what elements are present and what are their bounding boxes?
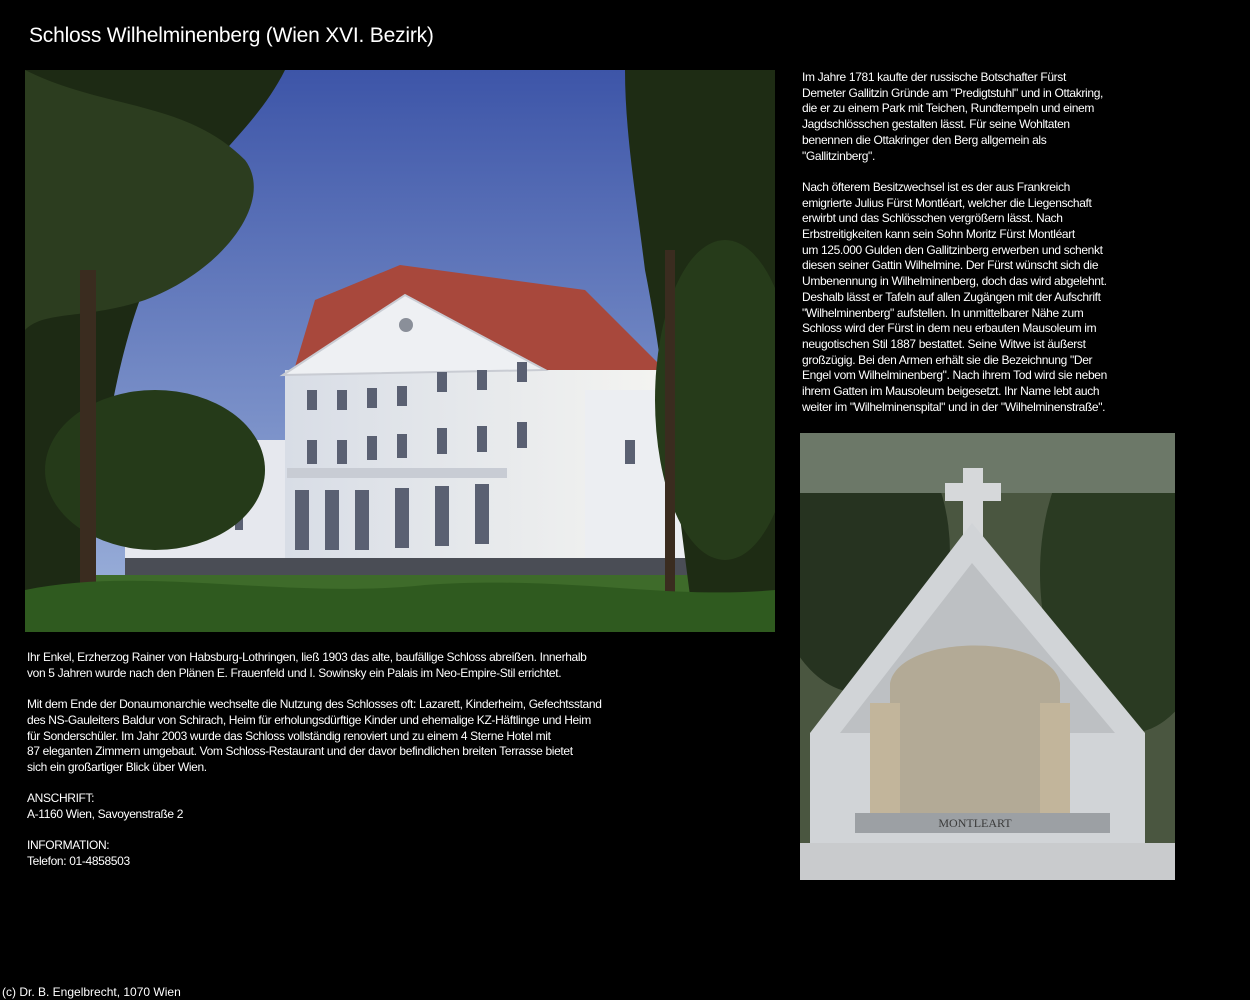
text-line: von 5 Jahren wurde nach den Plänen E. Frauenfeld und I. Sowinsky ein Palais im Neo-Empire-Stil errichtet. <box>27 665 562 680</box>
text-line: 87 eleganten Zimmern umgebaut. Vom Schloss-Restaurant und der davor befindlichen breiten Terrasse bietet <box>27 744 573 759</box>
history-paragraph-3 <box>27 650 667 681</box>
text-line: neugotischen Stil 1887 bestattet. Seine Witwe ist äußerst <box>802 336 1086 351</box>
text-line: großzügig. Bei den Armen erhält sie die Bezeichnung "Der <box>802 352 1093 367</box>
history-text-right <box>802 70 1142 431</box>
text-line: Mit dem Ende der Donaumonarchie wechselte die Nutzung des Schlosses oft: Lazarett, Kinderheim, Gefechtsstand <box>27 697 602 712</box>
address-block <box>27 791 667 822</box>
mausoleum-photo <box>800 433 1175 880</box>
history-paragraph-1 <box>802 70 1142 164</box>
text-line: Deshalb lässt er Tafeln auf allen Zugängen mit der Aufschrift <box>802 289 1101 304</box>
history-paragraph-4 <box>27 697 667 776</box>
mausoleum-inscription: MONTLEART <box>938 816 1012 830</box>
text-line: Jagdschlösschen gestalten lässt. Für seine Wohltaten <box>802 117 1070 132</box>
text-line: um 125.000 Gulden den Gallitzinberg erwerben und schenkt <box>802 242 1103 257</box>
text-line: Im Jahre 1781 kaufte der russische Botschafter Fürst <box>802 70 1066 84</box>
page-title: Schloss Wilhelminenberg (Wien XVI. Bezirk) <box>29 24 434 47</box>
text-line: erwirbt und das Schlösschen vergrößern lässt. Nach <box>802 211 1063 226</box>
address-value: A-1160 Wien, Savoyenstraße 2 <box>27 807 184 821</box>
address-label: ANSCHRIFT: <box>27 791 95 806</box>
text-line: weiter im "Wilhelminenspital" und in der "Wilhelminenstraße". <box>802 399 1106 414</box>
text-line: Nach öfterem Besitzwechsel ist es der aus Frankreich <box>802 179 1070 194</box>
text-line: Umbenennung in Wilhelminenberg, doch das wird abgelehnt. <box>802 274 1107 289</box>
text-line: Erbstreitigkeiten kann sein Sohn Moritz Fürst Montléart <box>802 227 1075 242</box>
text-line: Demeter Gallitzin Gründe am "Predigtstuhl" und in Ottakring, <box>802 85 1103 100</box>
text-line: benennen die Ottakringer den Berg allgemein als <box>802 132 1047 147</box>
text-line: für Sonderschüler. Im Jahr 2003 wurde das Schloss vollständig renoviert und zu einem 4 Sterne Hotel mit <box>27 728 551 743</box>
text-line: ihrem Gatten im Mausoleum beigesetzt. Ihr Name lebt auch <box>802 384 1100 399</box>
copyright-footer: (c) Dr. B. Engelbrecht, 1070 Wien <box>2 985 181 999</box>
history-text-left <box>27 650 667 885</box>
information-label: INFORMATION: <box>27 838 110 853</box>
text-line: Schloss wird der Fürst in dem neu erbauten Mausoleum im <box>802 321 1097 336</box>
text-line: sich ein großartiger Blick über Wien. <box>27 759 207 774</box>
text-line: "Gallitzinberg". <box>802 148 875 163</box>
text-line: des NS-Gauleiters Baldur von Schirach, Heim für erholungsdürftige Kinder und ehemalige KZ-Häftlinge und Heim <box>27 712 591 727</box>
text-line: emigrierte Julius Fürst Montléart, welcher die Liegenschaft <box>802 195 1092 210</box>
palace-photo <box>25 70 775 632</box>
phone-number: Telefon: 01-4858503 <box>27 854 130 869</box>
text-line: diesen seiner Gattin Wilhelmine. Der Fürst wünscht sich die <box>802 258 1099 273</box>
text-line: "Wilhelminenberg" aufstellen. In unmittelbarer Nähe zum <box>802 305 1084 320</box>
text-line: die er zu einem Park mit Teichen, Rundtempeln und einem <box>802 101 1095 116</box>
information-block <box>27 838 667 869</box>
history-paragraph-2 <box>802 180 1142 416</box>
text-line: Engel vom Wilhelminenberg". Nach ihrem Tod wird sie neben <box>802 368 1107 383</box>
text-line: Ihr Enkel, Erzherzog Rainer von Habsburg-Lothringen, ließ 1903 das alte, baufällige Schloss abreißen. Innerhalb <box>27 650 587 664</box>
